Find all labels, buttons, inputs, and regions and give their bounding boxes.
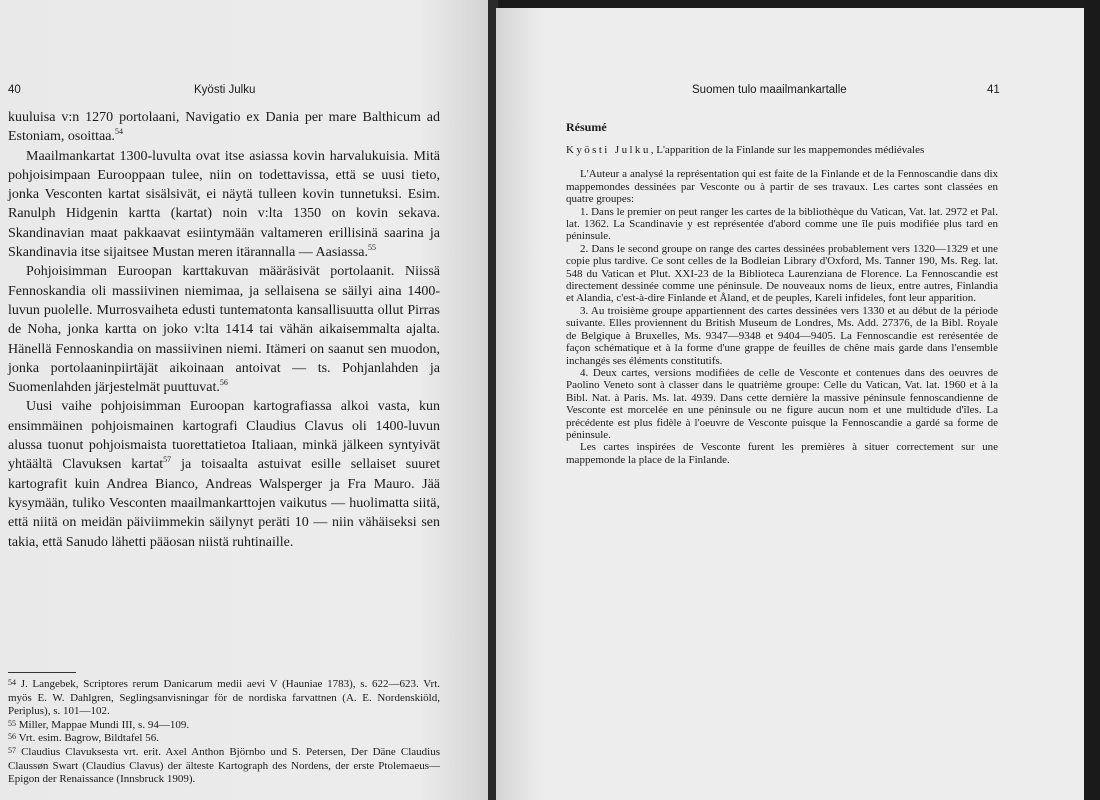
footnote: $^{55}$ Miller, Mappae Mundi III, s. 94—109. xyxy=(8,718,190,731)
section-heading: Résumé xyxy=(566,120,607,134)
running-head: Suomen tulo maailmankartalle xyxy=(692,84,847,96)
paragraph: 1. Dans le premier on peut ranger les cartes de la bibliothèque du Vatican, Vat. lat. 2972 et Pal. lat. 1362. La Scandinavie y est représentée d'abord comme une île puis modifiée plus tard en péninsule. xyxy=(566,205,998,243)
resume-title: Kyösti Julku, L'apparition de la Finlande sur les mappemondes médiévales xyxy=(566,144,925,156)
page-number: 41 xyxy=(987,84,1000,96)
paragraph: 2. Dans le second groupe on range des cartes dessinées probablement vers 1320—1329 et une copie plus tardive. Ce sont celles de la Bodleian Library d'Oxford, Ms. Tanner 190, Ms. Reg. lat. 548 du Vatican et Plut. XXI-23 de la Biblioteca Laurenziana de Florence. La Fennoscandie est directement dessinée comme une péninsule. De nouveaux noms de lieux, entre autres, Finlandia et Alandia, c'est-à-dire Finlande et Åland, et de peuples, Kareli infideles, font leur apparition. xyxy=(566,242,998,305)
footnote-divider xyxy=(8,672,76,673)
running-head: Kyösti Julku xyxy=(194,84,256,96)
footnote-ref: 55 xyxy=(368,243,377,253)
author-name: Kyösti Julku xyxy=(566,144,651,156)
paragraph: Les cartes inspirées de Vesconte furent les premières à situer correctement sur une mappemonde la place de la Finlande. xyxy=(566,441,998,466)
page-edge xyxy=(1084,0,1100,800)
paragraph: Maailmankartat 1300-luvulta ovat itse asiassa kovin harvalukuisia. Mitä pohjoisimpaan Eurooppaan tulee, niin on todettavissa, että se uusi tieto, jonka Vesconten kartat sisälsivät, ei näytä tulleen kovin tunnetuksi. Esim. Ranulph Hidgenin kartta (kartat) noin v:lta 1350 on kovin sekava. Skandinavian maat pakkaavat esiintymään valtameren erillisinä saarina ja Skandinavia itse sijaitsee Mustan meren itärannalla — Aasiassa.$^{55}$ xyxy=(8,148,440,261)
footnote-ref: 54 xyxy=(114,127,123,137)
paragraph: Uusi vaihe pohjoisimman Euroopan kartografiassa alkoi vasta, kun ensimmäinen pohjoismainen kartografi Claudius Clavus oli 1400-luvun alussa tuonut pohjoismaista tuorettatietoa Italiaan, minkä jälkeen syntyivät yhtäältä Clavuksen kartat$^{57}$ ja toisaalta astuivat esille sellaiset suuret kartografit kuin Andrea Bianco, Andreas Walsperger ja Fra Mauro. Jää kysymään, tuliko Vesconten maailmankarttojen vaikutus — huolimatta siitä, että niitä on meidän päiviimmekin säilynyt peräti 10 — niin vähäiseksi sen takia, että Sanudo lähetti pääosan niistä ruhtinaille. xyxy=(8,399,440,550)
main-text xyxy=(8,108,440,552)
footnote-ref: 56 xyxy=(219,378,228,388)
paragraph: 3. Au troisième groupe appartiennent des cartes dessinées vers 1330 et au début de la période suivante. Elles proviennent du British Museum de Londres, Ms. Add. 27376, de la Bibl. Royale de Belgique à Bruxelles, Ms. 9347—9348 et 9404—9405. La Fennoscandie est rerésentée de façon schématique et à la forme d'une grappe de feuilles de chêne mais garde dans l'ensemble inchangés ses éléments constitutifs. xyxy=(566,304,998,367)
paragraph: Pohjoisimman Euroopan karttakuvan määräsivät portolaanit. Niissä Fennoskandia oli massiivinen niemimaa, ja sellaisena se säilyi aina 1400-luvun puolelle. Murrosvaiheta edusti tuntematonta kansallisuutta ollut Pirras de Noha, jonka kartta on joko v:lta 1414 tai vähän aikaisemmalta ajalta. Hänellä Fennoskandia on massiivinen niemi. Itämeri on saanut sen muodon, jonka portolaaninpiirtäjät aikoinaan antoivat — ts. Pohjanlahden ja Suomenlahden järjestelmät puuttuvat.$^{56}$ xyxy=(8,264,440,396)
paragraph: L'Auteur a analysé la représentation qui est faite de la Finlande et de la Fennoscandie dans dix mappemondes dessinées par Vesconte ou à partir de ses travaux. Les cartes sont classées en quatre groupes: xyxy=(566,168,998,206)
resume-text xyxy=(566,144,998,466)
page-number: 40 xyxy=(8,84,21,96)
footnotes xyxy=(8,678,440,787)
right-page xyxy=(496,8,1084,800)
footnote-ref: 57 xyxy=(163,455,172,465)
footnote: $^{56}$ Vrt. esim. Bagrow, Bildtafel 56. xyxy=(8,732,159,745)
footnote: $^{54}$ J. Langebek, Scriptores rerum Danicarum medii aevi V (Hauniae 1783), s. 622—623. Vrt. myös E. W. Dahlgren, Seglingsanvisningar för de nordiska farvattnen (A. E. Nordenskiöld, Periplus), s. 101—102. xyxy=(8,678,440,718)
left-page xyxy=(0,0,492,800)
paragraph: kuuluisa v:n 1270 portolaani, Navigatio ex Dania per mare Balthicum ad Estoniam, osoittaa.$^{54}$ xyxy=(8,110,440,145)
paragraph: 4. Deux cartes, versions modifiées de celle de Vesconte et contenues dans des oeuvres de Paolino Veneto sont à classer dans le quatrième groupe: Celle du Vatican, Vat. lat. 1960 et à la Bibl. Nat. à Paris. Ms. lat. 4939. Dans cette dernière la massive péninsule fennoscandienne de Vesconte est morcelée en une péninsule ou ne figure aucun nom et une multidude d'îles. La précédente est plus fidèle à l'oeuvre de Vesconte puisque la Fennoscandie a gardé sa forme de péninsule. xyxy=(566,366,998,441)
footnote: $^{57}$ Claudius Clavuksesta vrt. erit. Axel Anthon Björnbo und S. Petersen, Der Däne Claudius Claussøn Swart (Claudius Clavus) der älteste Kartograph des Nordens, der erste Ptolemaeus—Epigon der Renaissance (Innsbruck 1909). xyxy=(8,745,440,786)
